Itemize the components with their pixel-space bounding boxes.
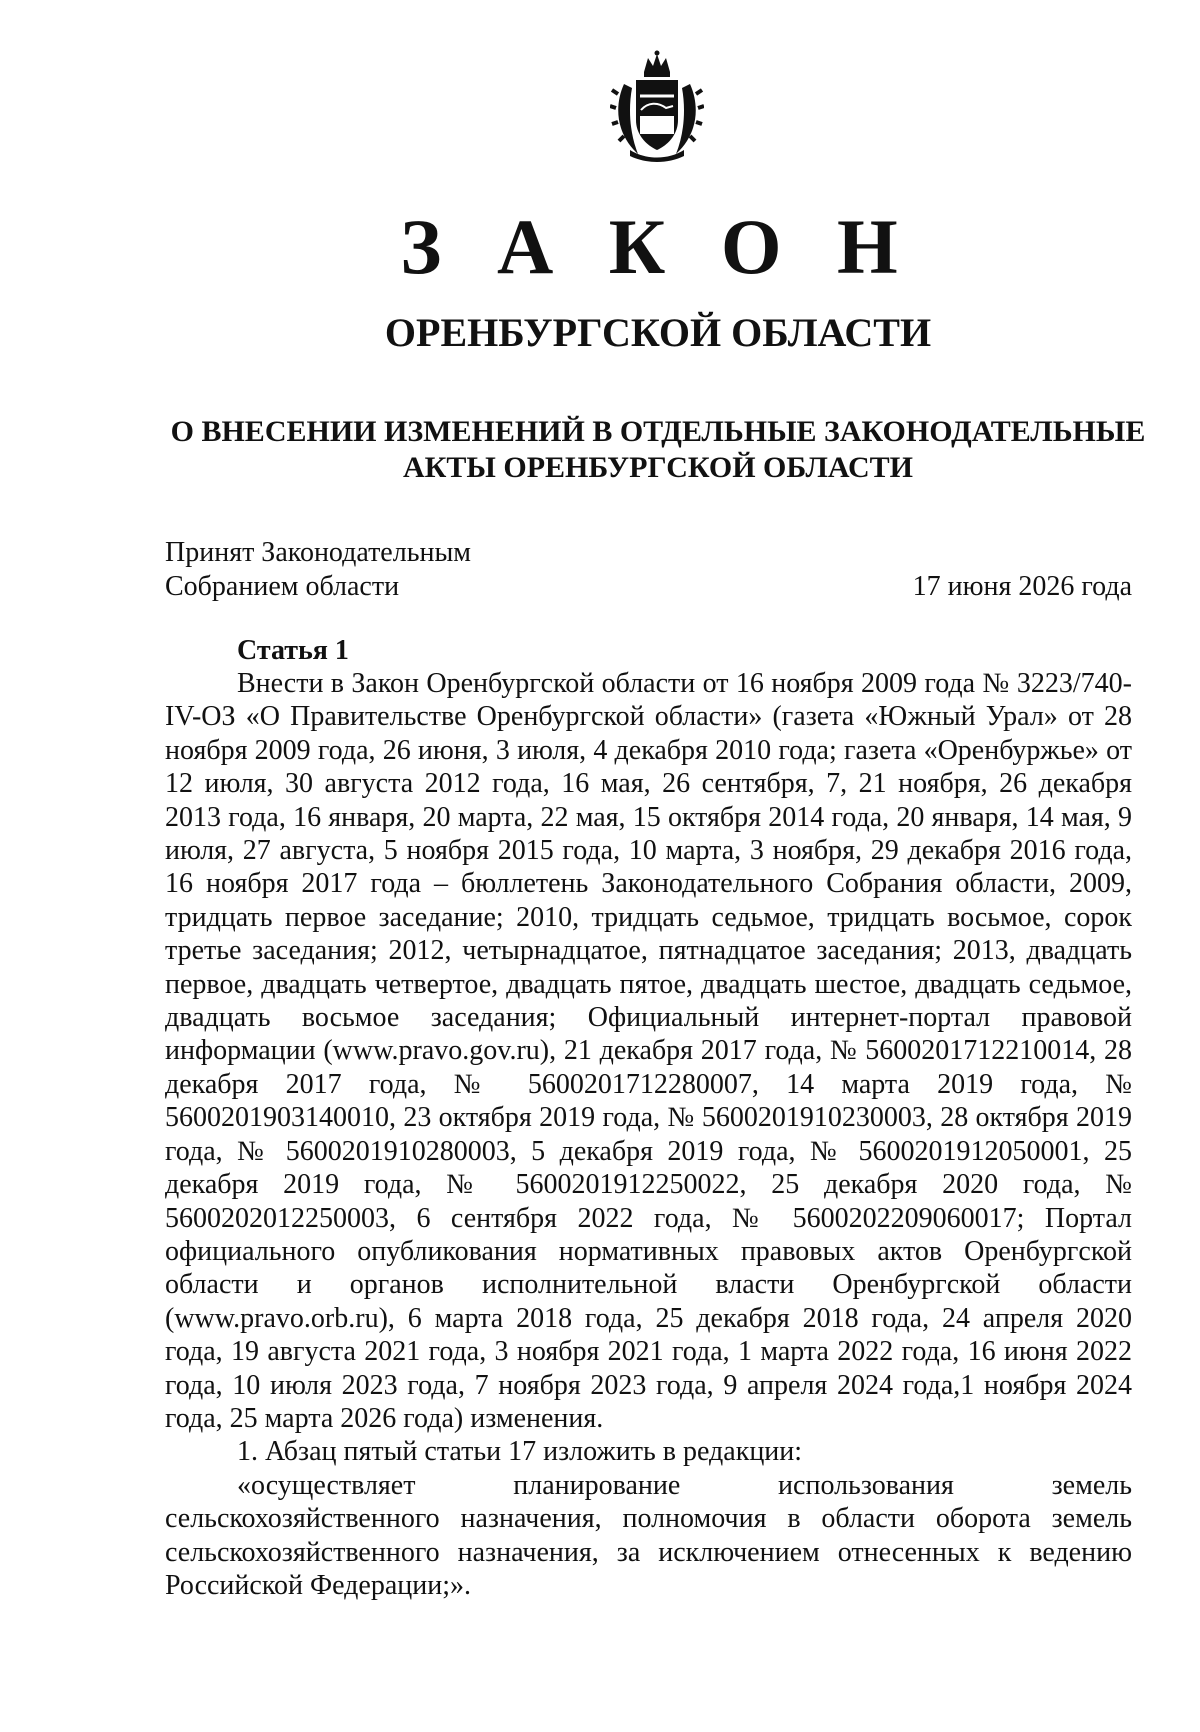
document-title: З А К О Н — [400, 203, 916, 290]
article-title: Статья 1 — [237, 635, 349, 666]
adopted-line-1: Принят Законодательным — [165, 537, 471, 568]
coat-of-arms-icon — [610, 50, 704, 162]
item-1-quote: «осуществляет планирование использования земель сельскохозяйственного назначения, полномочия в области оборота земель сельскохозяйственного назначения, за исключением отнесенных к ведению Российской Федерации;». — [165, 1469, 1132, 1601]
law-heading: О ВНЕСЕНИИ ИЗМЕНЕНИЙ В ОТДЕЛЬНЫЕ ЗАКОНОДАТЕЛЬНЫЕ АКТЫ ОРЕНБУРГСКОЙ ОБЛАСТИ — [170, 415, 1146, 484]
adopted-date: 17 июня 2026 года — [912, 571, 1132, 602]
document-subtitle: ОРЕНБУРГСКОЙ ОБЛАСТИ — [384, 310, 932, 355]
article-body — [165, 667, 1132, 1602]
adopted-line-2: Собранием области — [165, 571, 400, 602]
item-1: 1. Абзац пятый статьи 17 изложить в редакции: — [237, 1436, 803, 1468]
adopted-by — [165, 536, 471, 604]
article-intro: Внести в Закон Оренбургской области от 16 ноября 2009 года № 3223/740-IV-ОЗ «О Правительстве Оренбургской области» (газета «Южный Урал» от 28 ноября 2009 года, 26 июня, 3 июля, 4 декабря 2010 года; газета «Оренбуржье» от 12 июля, 30 августа 2012 года, 16 мая, 26 сентября, 7, 21 ноября, 26 декабря 2013 года, 16 января, 20 марта, 22 мая, 15 октября 2014 года, 20 января, 14 мая, 9 июля, 27 августа, 5 ноября 2015 года, 10 марта, 3 ноября, 29 декабря 2016 года, 16 ноября 2017 года – бюллетень Законодательного Собрания области, 2009, тридцать первое заседание; 2010, тридцать седьмое, тридцать восьмое, сорок третье заседания; 2012, четырнадцатое, пятнадцатое заседания; 2013, двадцать первое, двадцать четвертое, двадцать пятое, двадцать шестое, двадцать седьмое, двадцать восьмое заседания; Официальный интернет-портал правовой информации (www.pravo.gov.ru), 21 декабря 2017 года, № 5600201712210014, 28 декабря 2017 года, № 5600201712280007, 14 марта 2019 года, № 5600201903140010, 23 октября 2019 года, № 5600201910230003, 28 октября 2019 года, № 5600201910280003, 5 декабря 2019 года, № 5600201912050001, 25 декабря 2019 года, № 5600201912250022, 25 декабря 2020 года, № 5600202012250003, 6 сентября 2022 года, № 5600202209060017; Портал официального опубликования нормативных правовых актов Оренбургской области и органов исполнительной власти Оренбургской области (www.pravo.orb.ru), 6 марта 2018 года, 25 декабря 2018 года, 24 апреля 2020 года, 19 августа 2021 года, 3 ноября 2021 года, 1 марта 2022 года, 16 июня 2022 года, 10 июля 2023 года, 7 ноября 2023 года, 9 апреля 2024 года,1 ноября 2024 года, 25 марта 2026 года) изменения. — [165, 668, 1132, 1434]
